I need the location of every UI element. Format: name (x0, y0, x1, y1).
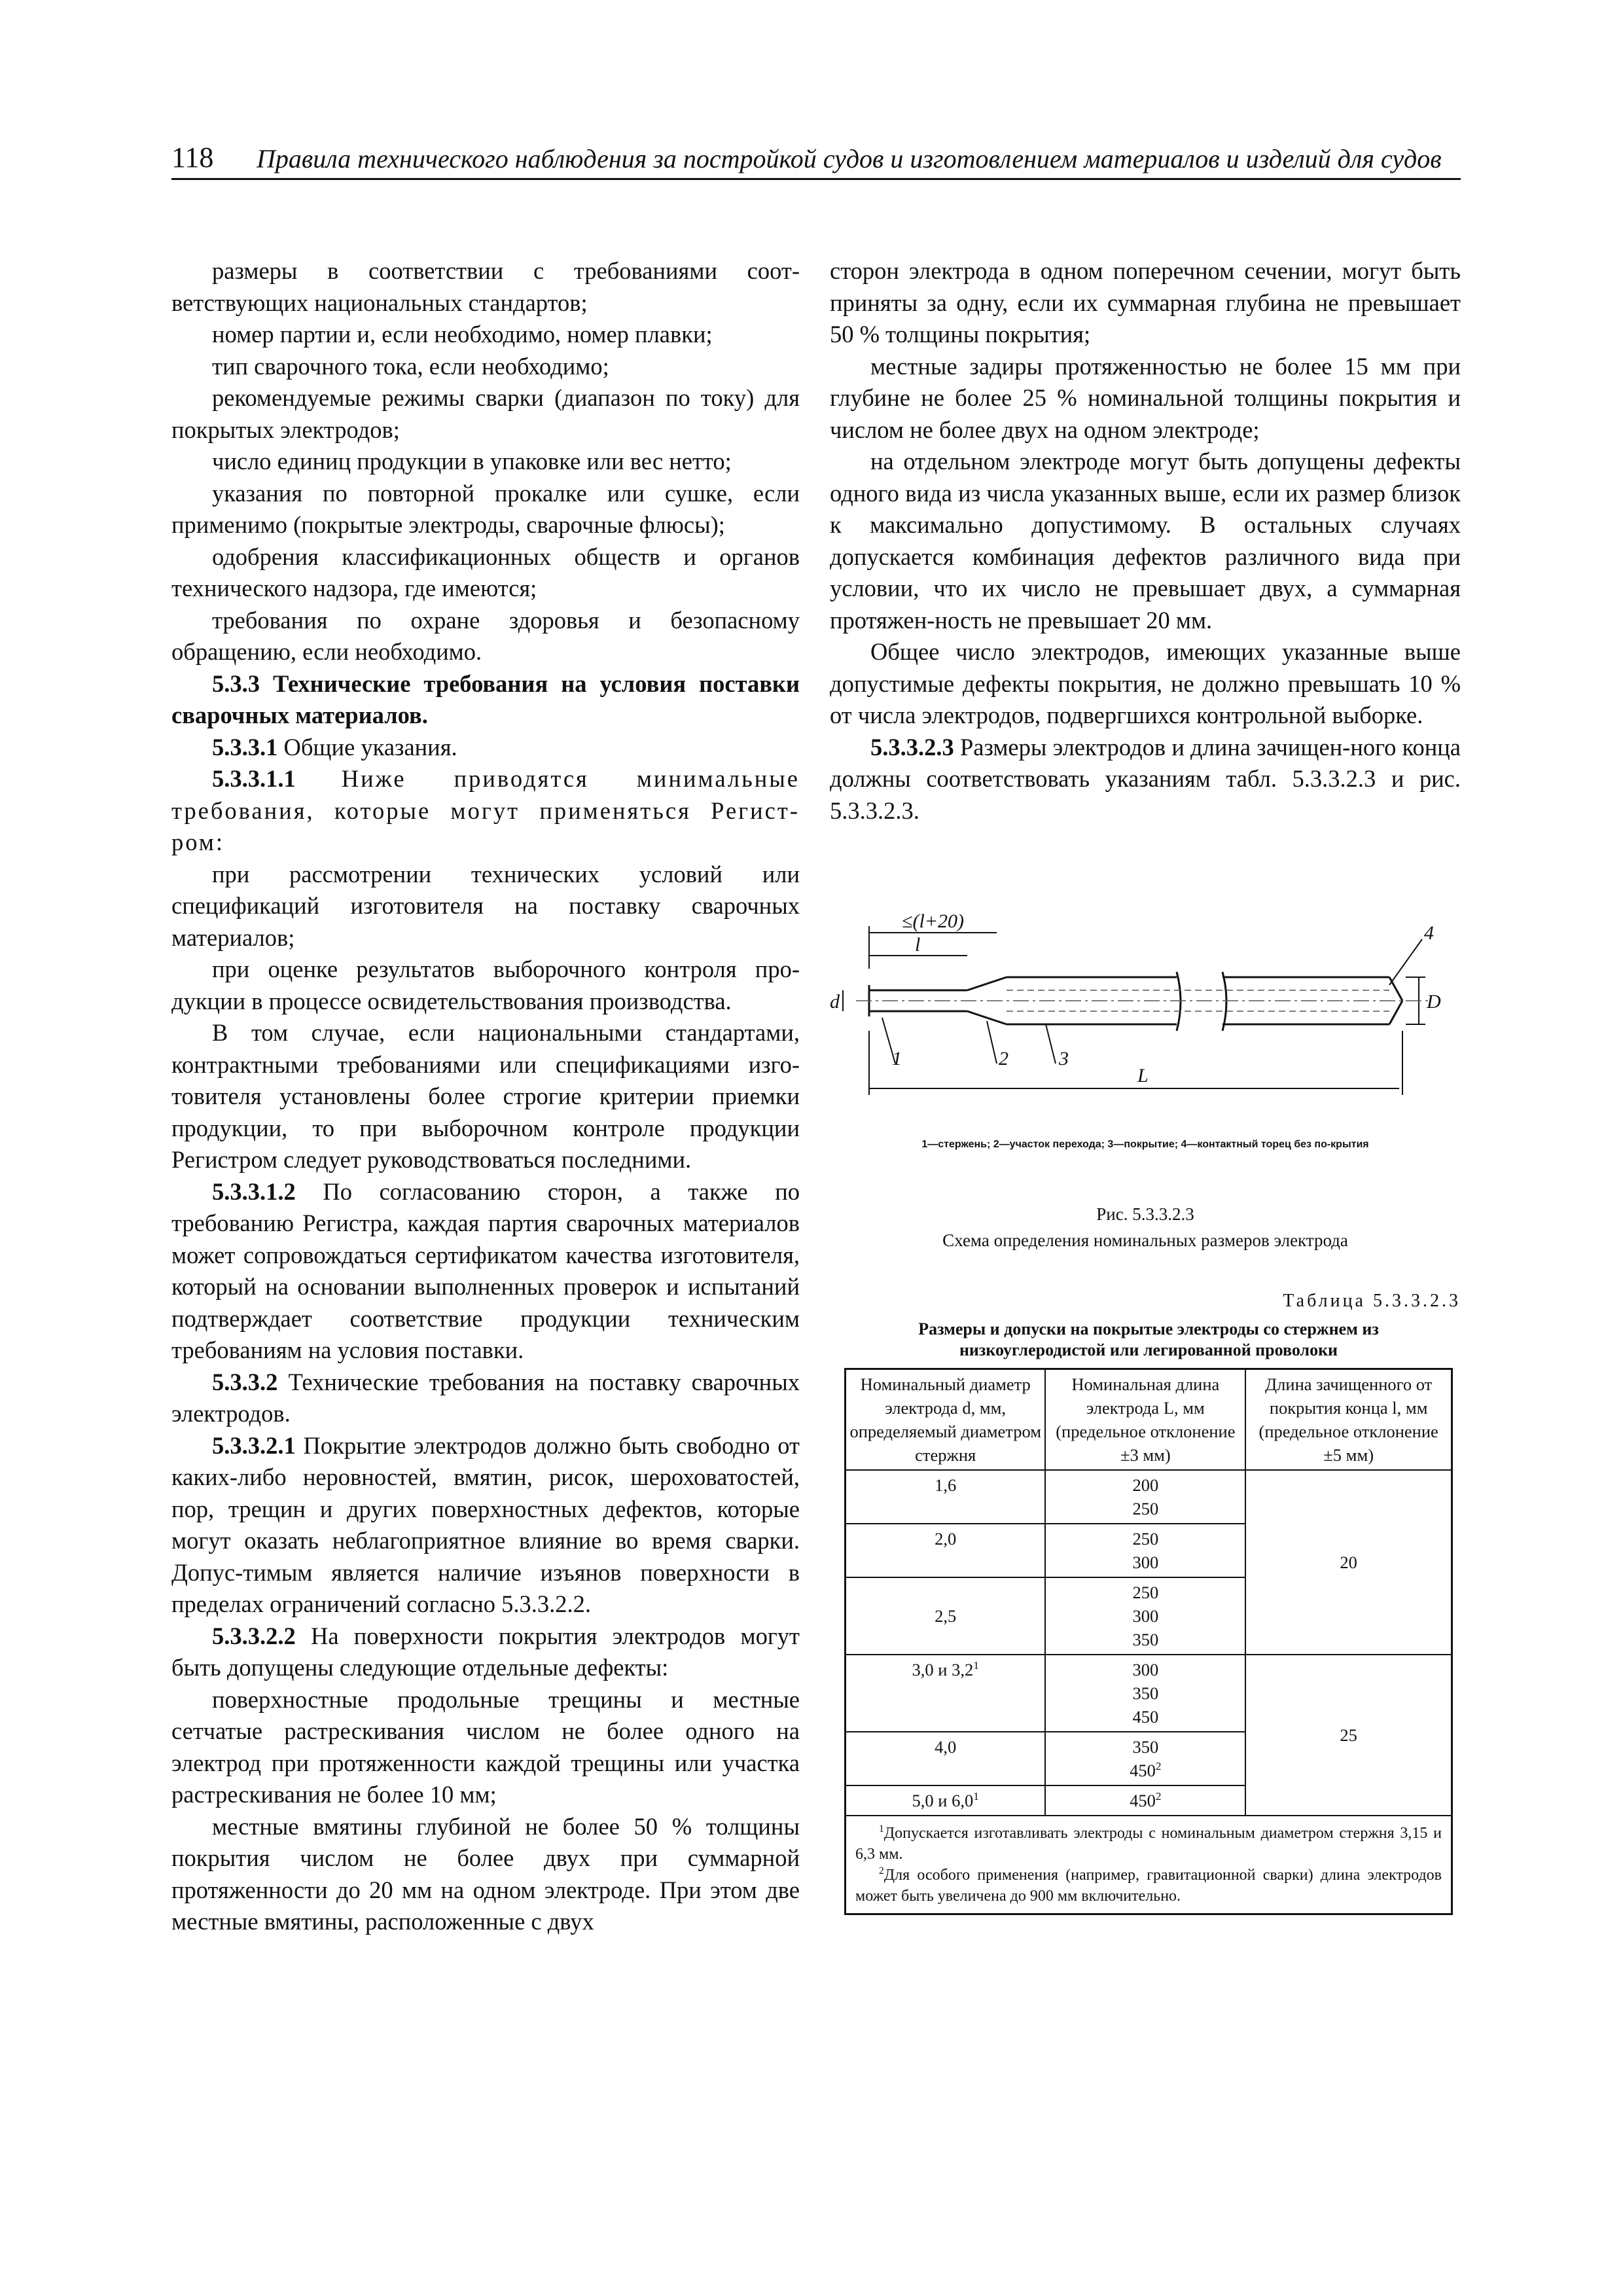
paragraph: число единиц продукции в упаковке или вес нетто; (212, 448, 732, 475)
figure-caption (830, 1201, 1461, 1253)
subsection-5-3-3-2-1 (171, 1430, 800, 1621)
diameter-cell: 2,0 (846, 1524, 1046, 1577)
length-cell: 300 350 450 (1045, 1655, 1245, 1732)
paragraph: местные задиры протяженностью не более 15 мм при глубине не более 25 % номинальной толщины покрытия и числом не более двух на одном электроде; (830, 352, 1461, 443)
paragraph: сторон электрода в одном поперечном сечении, могут быть приняты за одну, если их суммарная глубина не превышает 50 % толщины покрытия; (830, 257, 1461, 348)
electrode-figure (830, 913, 1461, 1109)
callout-3: 3 (1059, 1048, 1069, 1069)
section-text: Размеры электродов и длина зачищен-ного конца должны соответствовать указаниям табл. 5.3.3.2.3 и рис. 5.3.3.2.3. (830, 733, 1461, 824)
subsection-5-3-3-2-3 (830, 732, 1461, 827)
column-header: Номинальная длина электрода L, мм (предельное отклонение ±3 мм) (1045, 1369, 1245, 1471)
figure-title: Схема определения номинальных размеров электрода (942, 1230, 1348, 1250)
electrode-diagram (830, 913, 1461, 1109)
section-text: Технические требования на поставку сварочных электродов. (171, 1368, 800, 1427)
leader-4 (1389, 939, 1422, 985)
figure-number: Рис. 5.3.3.2.3 (1096, 1204, 1194, 1224)
subsection-5-3-3-2 (171, 1367, 800, 1430)
paragraph: номер партии и, если необходимо, номер плавки; (212, 321, 713, 348)
section-number: 5.3.3.1.1 (212, 765, 296, 792)
paragraph: Общее число электродов, имеющих указанные выше допустимые дефекты покрытия, не должно превышать 10 % от числа электродов, подвергшихся контрольной выборке. (830, 638, 1461, 728)
diameter-cell: 3,0 и $3,2^1$ (846, 1655, 1046, 1732)
table-title: Размеры и допуски на покрытые электроды со стержнем из низкоуглеродистой или легированной проволоки (918, 1319, 1379, 1359)
table-notes (846, 1816, 1452, 1914)
transition-edge (967, 977, 1007, 990)
subsection-5-3-3-1-1 (171, 763, 800, 859)
contact-end (1389, 977, 1402, 1001)
section-text: Покрытие электродов должно быть свободно от каких-либо неровностей, вмятин, рисок, шероховатостей, пор, трещин и других поверхностных дефектов, которые могут оказать неблагоприятное влияние во время сварки. Допус-тимым является наличие изъянов поверхности в пределах ограничений согласно 5.3.3.2.2. (171, 1431, 800, 1617)
callout-2: 2 (999, 1048, 1008, 1069)
clean-end-cell: 20 (1245, 1470, 1452, 1655)
paragraph: указания по повторной прокалке или сушке, если применимо (покрытые электроды, сварочные флюсы); (171, 479, 800, 538)
table-row (846, 1470, 1452, 1524)
section-heading-5-3-3: 5.3.3 Технические требования на условия поставки сварочных материалов. (171, 670, 800, 728)
list-item: поверхностные продольные трещины и местные сетчатые растрескивания числом не более одного на электрод при протяженности каждой трещины или участка растрескивания не более 10 мм; (171, 1685, 800, 1808)
length-cell: 250 300 350 (1045, 1577, 1245, 1655)
page-header (171, 141, 1461, 181)
table-header-row (846, 1369, 1452, 1471)
header-rule (171, 178, 1461, 180)
section-number: 5.3.3.1 (212, 733, 278, 761)
contact-end (1389, 1001, 1402, 1024)
length-cell: 250 300 (1045, 1524, 1245, 1577)
diameter-cell: 5,0 и $6,0^1$ (846, 1785, 1046, 1816)
paragraph: рекомендуемые режимы сварки (диапазон по току) для покрытых электродов; (171, 384, 800, 443)
diameter-cell: 1,6 (846, 1470, 1046, 1524)
paragraph: одобрения классификационных обществ и органов технического надзора, где имеются; (171, 543, 800, 601)
table-label: Таблица 5.3.3.2.3 (1283, 1291, 1461, 1311)
page-number: 118 (171, 141, 214, 173)
diameter-cell: 4,0 (846, 1732, 1046, 1785)
paragraph: требования по охране здоровья и безопасному обращению, если необходимо. (171, 606, 800, 665)
clean-end-cell: 25 (1245, 1655, 1452, 1816)
paragraph: на отдельном электроде могут быть допущены дефекты одного вида из числа указанных выше, если их размер близок к максимально допустимому. В остальных случаях допускается комбинация дефектов различного вида при условии, что их число не превышает двух, а суммарная протяжен-ность не превышает 20 мм. (830, 448, 1461, 634)
section-text: Ниже приводятся минимальные требования, которые могут применяться Регист-ром: (171, 765, 800, 855)
paragraph: тип сварочного тока, если необходимо; (212, 352, 609, 380)
left-column (171, 255, 800, 1938)
break-line (1177, 972, 1181, 1031)
section-number: 5.3.3.2 (212, 1368, 278, 1395)
diameter-cell: 2,5 (846, 1577, 1046, 1655)
footnote-1: $^1$Допускается изготавливать электроды с номинальным диаметром стержня 3,15 и 6,3 мм. (855, 1823, 1442, 1863)
column-header: Длина зачищенного от покрытия конца l, мм (предельное отклонение ±5 мм) (1245, 1369, 1452, 1471)
section-text: По согласованию сторон, а также по требованию Регистра, каждая партия сварочных материалов может сопровождаться сертификатом качества изготовителя, который на основании выполненных проверок и испытаний подтверждает соответствие продукции техническим требованиям на условия поставки. (171, 1177, 800, 1363)
section-number: 5.3.3.1.2 (212, 1177, 296, 1205)
section-number: 5.3.3.2.3 (870, 733, 954, 761)
dim-label-D: D (1427, 991, 1441, 1013)
dim-label-L: L (1137, 1065, 1149, 1086)
list-item: местные вмятины глубиной не более 50 % толщины покрытия числом не более двух при суммарной протяженности до 20 мм на одном электроде. При этом две местные вмятины, расположенные с двух (171, 1812, 800, 1935)
callout-4: 4 (1424, 922, 1434, 944)
dim-label-l: l (915, 934, 921, 956)
electrode-dimensions-table (844, 1368, 1453, 1915)
subsection-5-3-3-2-2 (171, 1621, 800, 1684)
table-row (846, 1655, 1452, 1732)
subsection-5-3-3-1 (171, 732, 800, 764)
list-item: при рассмотрении технических условий или спецификаций изготовителя на поставку сварочных материалов; (171, 860, 800, 951)
figure-legend: 1—стержень; 2—участок перехода; 3—покрытие; 4—контактный торец без по-крытия (921, 1139, 1369, 1150)
length-cell: 200 250 (1045, 1470, 1245, 1524)
section-number: 5.3.3.2.1 (212, 1431, 296, 1459)
footnote-2: $^2$Для особого применения (например, гравитационной сварки) длина электродов может быть увеличена до 900 мм включительно. (855, 1865, 1442, 1905)
break-line (1222, 972, 1226, 1031)
length-cell: $450^2$ (1045, 1785, 1245, 1816)
callout-1: 1 (892, 1048, 902, 1069)
running-title: Правила технического наблюдения за постройкой судов и изготовлением материалов и изделий для судов (257, 144, 1442, 173)
leader-2 (987, 1021, 997, 1064)
paragraph: В том случае, если национальными стандартами, контрактными требованиями или спецификациями изго-товителя установлены более строгие критерии приемки продукции, то при выборочном контроле продукции Регистром следует руководствоваться последними. (171, 1019, 800, 1173)
list-item: при оценке результатов выборочного контроля про-дукции в процессе освидетельствования производства. (171, 956, 800, 1014)
section-text: На поверхности покрытия электродов могут быть допущены следующие отдельные дефекты: (171, 1622, 800, 1681)
column-header: Номинальный диаметр электрода d, мм, определяемый диаметром стержня (846, 1369, 1046, 1471)
section-number: 5.3.3.2.2 (212, 1622, 296, 1649)
length-cell: 350 $450^2$ (1045, 1732, 1245, 1785)
table-notes-row (846, 1816, 1452, 1914)
right-column (830, 255, 1461, 827)
leader-3 (1046, 1024, 1056, 1064)
subsection-5-3-3-1-2 (171, 1176, 800, 1367)
paragraph: размеры в соответствии с требованиями соот-ветствующих национальных стандартов; (171, 257, 800, 316)
dim-label-d: d (830, 991, 840, 1013)
dim-label-top: ≤(l+20) (902, 913, 965, 932)
section-text: Общие указания. (283, 733, 457, 761)
